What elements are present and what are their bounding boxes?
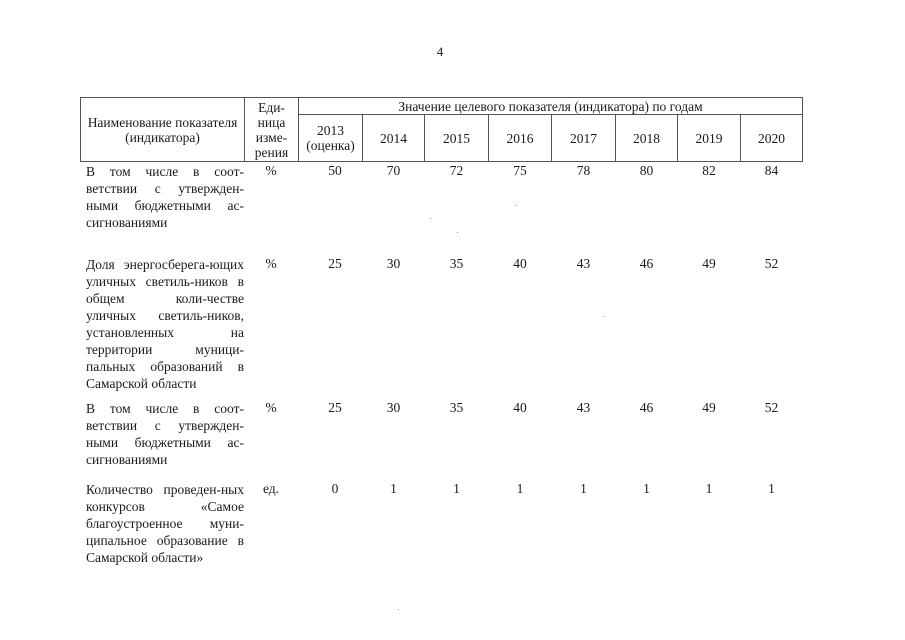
- value-2019: 49: [702, 256, 716, 271]
- value-2017: 43: [576, 400, 591, 415]
- value-2014: 30: [386, 256, 401, 271]
- value-2013: 25: [328, 400, 342, 415]
- value-2019: 49: [702, 400, 716, 415]
- header-year-2017: 2017: [551, 114, 616, 162]
- value-2014: 1: [390, 481, 397, 496]
- scan-speck: [398, 609, 399, 610]
- indicator-name: Количество проведен-ных конкурсов «Самое благоустроенное муни-ципальное образование в Самарской области»: [86, 482, 244, 565]
- header-year-2016: 2016: [488, 114, 552, 162]
- header-name-column: Наименование показателя (индикатора): [80, 97, 245, 162]
- indicator-name: В том числе в соот-ветствии с утвержден-ными бюджетными ас-сигнованиями: [86, 164, 244, 230]
- value-2015: 35: [449, 256, 464, 271]
- page-number: 4: [436, 44, 444, 59]
- value-2017: 1: [580, 481, 587, 496]
- value-2019: 82: [702, 163, 716, 178]
- value-2017: 43: [576, 256, 591, 271]
- header-values-group: Значение целевого показателя (индикатора) по годам: [298, 97, 803, 115]
- indicator-unit: %: [265, 256, 277, 271]
- value-2016: 40: [513, 400, 527, 415]
- value-2015: 72: [449, 163, 464, 178]
- value-2018: 1: [643, 481, 650, 496]
- header-year-2019: 2019: [677, 114, 741, 162]
- indicator-unit: %: [265, 400, 277, 415]
- value-2013: 0: [331, 481, 339, 496]
- value-2018: 46: [639, 256, 654, 271]
- value-2018: 80: [639, 163, 654, 178]
- scan-speck: [457, 232, 458, 233]
- header-unit-column: Еди-ница изме-рения: [244, 97, 299, 162]
- scan-speck: [516, 205, 517, 206]
- value-2013: 25: [328, 256, 342, 271]
- header-year-2013: 2013 (оценка): [298, 114, 363, 162]
- value-2016: 40: [513, 256, 527, 271]
- value-2017: 78: [576, 163, 591, 178]
- value-2020: 84: [764, 163, 779, 178]
- value-2016: 75: [513, 163, 527, 178]
- indicator-unit: %: [265, 163, 277, 178]
- header-year-2020: 2020: [740, 114, 803, 162]
- indicator-unit: ед.: [262, 481, 280, 496]
- scan-speck: [430, 218, 431, 219]
- value-2015: 35: [449, 400, 464, 415]
- value-2016: 1: [516, 481, 524, 496]
- value-2020: 52: [764, 256, 779, 271]
- indicator-name: В том числе в соот-ветствии с утвержден-ными бюджетными ас-сигнованиями: [86, 401, 244, 467]
- header-year-2014: 2014: [362, 114, 425, 162]
- scan-speck: [603, 316, 604, 317]
- value-2013: 50: [328, 163, 342, 178]
- value-2014: 70: [386, 163, 401, 178]
- header-year-2018: 2018: [615, 114, 678, 162]
- value-2020: 52: [764, 400, 779, 415]
- value-2015: 1: [453, 481, 460, 496]
- value-2020: 1: [768, 481, 775, 496]
- indicator-name: Доля энергосберега-ющих уличных светиль-ников в общем коли-честве уличных светиль-ников, установленных на территории муници-пальных образований в Самарской области: [86, 257, 244, 391]
- header-year-2015: 2015: [424, 114, 489, 162]
- value-2014: 30: [386, 400, 401, 415]
- value-2019: 1: [705, 481, 713, 496]
- value-2018: 46: [639, 400, 654, 415]
